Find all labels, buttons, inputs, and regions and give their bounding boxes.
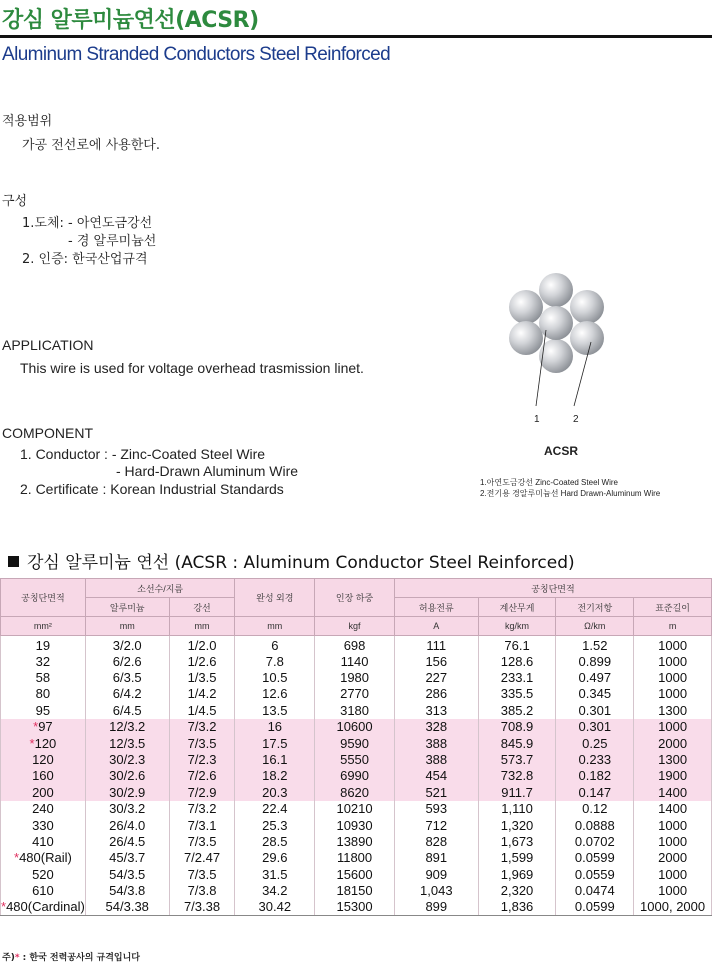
header-outer-diameter: 완성 외경 bbox=[235, 579, 315, 617]
cell-weight: 845.9 bbox=[478, 735, 556, 751]
acsr-cross-section-diagram bbox=[490, 260, 630, 430]
table-row bbox=[1, 833, 712, 849]
cell-weight: 233.1 bbox=[478, 669, 556, 685]
unit-outer-diameter: mm bbox=[235, 617, 315, 636]
cell-resistance: 0.147 bbox=[556, 784, 634, 800]
cell-aluminum: 6/3.5 bbox=[85, 669, 169, 685]
cell-outer-diameter: 10.5 bbox=[235, 669, 315, 685]
cell-aluminum: 6/2.6 bbox=[85, 653, 169, 669]
cell-aluminum: 12/3.5 bbox=[85, 735, 169, 751]
cell-area: 80 bbox=[1, 686, 86, 702]
cell-outer-diameter: 29.6 bbox=[235, 850, 315, 866]
cell-std-length: 1000 bbox=[634, 882, 712, 898]
cell-ampacity: 286 bbox=[394, 686, 478, 702]
cell-weight: 1,673 bbox=[478, 833, 556, 849]
table-row bbox=[1, 669, 712, 685]
cell-tensile: 15600 bbox=[315, 866, 395, 882]
cell-tensile: 3180 bbox=[315, 702, 395, 718]
cell-ampacity: 712 bbox=[394, 817, 478, 833]
cell-weight: 1,110 bbox=[478, 801, 556, 817]
cell-outer-diameter: 16 bbox=[235, 719, 315, 735]
cell-resistance: 0.0474 bbox=[556, 882, 634, 898]
cell-steel: 7/3.2 bbox=[169, 801, 235, 817]
header-nominal-calc: 공칭단면적 bbox=[394, 579, 711, 598]
cell-steel: 7/2.6 bbox=[169, 768, 235, 784]
cell-area: 200 bbox=[1, 784, 86, 800]
config-item-1a: 1.도체: - 아연도금강선 bbox=[22, 216, 153, 231]
cell-tensile: 13890 bbox=[315, 833, 395, 849]
cell-tensile: 5550 bbox=[315, 751, 395, 767]
table-row bbox=[1, 899, 712, 915]
cell-std-length: 1000 bbox=[634, 669, 712, 685]
cell-resistance: 0.25 bbox=[556, 735, 634, 751]
cell-std-length: 1000 bbox=[634, 817, 712, 833]
square-bullet-icon bbox=[8, 556, 19, 567]
cell-weight: 573.7 bbox=[478, 751, 556, 767]
cell-steel: 7/2.47 bbox=[169, 850, 235, 866]
cell-aluminum: 3/2.0 bbox=[85, 636, 169, 654]
cell-resistance: 0.0888 bbox=[556, 817, 634, 833]
cell-ampacity: 891 bbox=[394, 850, 478, 866]
scope-text: 가공 전선로에 사용한다. bbox=[22, 138, 160, 153]
cell-resistance: 0.12 bbox=[556, 801, 634, 817]
diagram-caption-1: 1.아연도금강선 Zinc-Coated Steel Wire bbox=[480, 478, 618, 487]
cell-area: 32 bbox=[1, 653, 86, 669]
cell-area: *120 bbox=[1, 735, 86, 751]
cell-tensile: 698 bbox=[315, 636, 395, 654]
cell-ampacity: 899 bbox=[394, 899, 478, 915]
cell-steel: 1/2.6 bbox=[169, 653, 235, 669]
cell-tensile: 2770 bbox=[315, 686, 395, 702]
table-row bbox=[1, 850, 712, 866]
header-aluminum: 알루미늄 bbox=[85, 598, 169, 617]
header-resistance: 전기저항 bbox=[556, 598, 634, 617]
cell-steel: 7/2.9 bbox=[169, 784, 235, 800]
cell-area: 58 bbox=[1, 669, 86, 685]
cell-aluminum: 30/2.3 bbox=[85, 751, 169, 767]
cell-steel: 7/3.2 bbox=[169, 719, 235, 735]
cell-std-length: 1400 bbox=[634, 801, 712, 817]
cell-weight: 1,599 bbox=[478, 850, 556, 866]
cell-ampacity: 593 bbox=[394, 801, 478, 817]
cell-ampacity: 328 bbox=[394, 719, 478, 735]
scope-heading: 적용범위 bbox=[2, 114, 53, 129]
cell-weight: 732.8 bbox=[478, 768, 556, 784]
table-row bbox=[1, 751, 712, 767]
cell-outer-diameter: 6 bbox=[235, 636, 315, 654]
cell-ampacity: 313 bbox=[394, 702, 478, 718]
cell-aluminum: 26/4.5 bbox=[85, 833, 169, 849]
cell-steel: 7/2.3 bbox=[169, 751, 235, 767]
cell-area: 410 bbox=[1, 833, 86, 849]
cell-resistance: 0.233 bbox=[556, 751, 634, 767]
cell-tensile: 10210 bbox=[315, 801, 395, 817]
cell-weight: 2,320 bbox=[478, 882, 556, 898]
cell-area: 95 bbox=[1, 702, 86, 718]
unit-area: mm² bbox=[1, 617, 86, 636]
table-title: 강심 알루미늄 연선 (ACSR : Aluminum Conductor Steel Reinforced) bbox=[8, 548, 575, 573]
cell-weight: 76.1 bbox=[478, 636, 556, 654]
unit-resistance: Ω/km bbox=[556, 617, 634, 636]
cell-outer-diameter: 17.5 bbox=[235, 735, 315, 751]
title-divider bbox=[0, 35, 712, 38]
cell-weight: 911.7 bbox=[478, 784, 556, 800]
cell-ampacity: 111 bbox=[394, 636, 478, 654]
cell-weight: 1,836 bbox=[478, 899, 556, 915]
cell-outer-diameter: 20.3 bbox=[235, 784, 315, 800]
unit-std-length: m bbox=[634, 617, 712, 636]
cell-steel: 7/3.5 bbox=[169, 833, 235, 849]
cell-tensile: 11800 bbox=[315, 850, 395, 866]
unit-ampacity: A bbox=[394, 617, 478, 636]
cell-aluminum: 6/4.2 bbox=[85, 686, 169, 702]
table-row bbox=[1, 686, 712, 702]
cell-steel: 7/3.1 bbox=[169, 817, 235, 833]
config-item-1b: - 경 알루미늄선 bbox=[68, 234, 157, 249]
cell-ampacity: 521 bbox=[394, 784, 478, 800]
header-steel: 강선 bbox=[169, 598, 235, 617]
cell-ampacity: 227 bbox=[394, 669, 478, 685]
cell-resistance: 1.52 bbox=[556, 636, 634, 654]
table-row bbox=[1, 702, 712, 718]
cell-weight: 708.9 bbox=[478, 719, 556, 735]
cell-ampacity: 909 bbox=[394, 866, 478, 882]
cell-std-length: 1900 bbox=[634, 768, 712, 784]
cell-weight: 335.5 bbox=[478, 686, 556, 702]
cell-outer-diameter: 12.6 bbox=[235, 686, 315, 702]
cell-aluminum: 6/4.5 bbox=[85, 702, 169, 718]
header-strands: 소선수/지름 bbox=[85, 579, 235, 598]
cell-aluminum: 54/3.5 bbox=[85, 866, 169, 882]
application-text: This wire is used for voltage overhead trasmission linet. bbox=[20, 360, 364, 376]
cell-tensile: 10600 bbox=[315, 719, 395, 735]
cell-ampacity: 388 bbox=[394, 751, 478, 767]
table-row bbox=[1, 882, 712, 898]
header-nominal-area: 공칭단면적 bbox=[1, 579, 86, 617]
cell-std-length: 1300 bbox=[634, 751, 712, 767]
cell-resistance: 0.0702 bbox=[556, 833, 634, 849]
table-row bbox=[1, 817, 712, 833]
component-item-1b: - Hard-Drawn Aluminum Wire bbox=[116, 463, 299, 479]
table-row bbox=[1, 636, 712, 654]
cell-outer-diameter: 25.3 bbox=[235, 817, 315, 833]
header-ampacity: 허용전류 bbox=[394, 598, 478, 617]
cell-area: *97 bbox=[1, 719, 86, 735]
cell-area: 330 bbox=[1, 817, 86, 833]
cell-area: *480(Rail) bbox=[1, 850, 86, 866]
cell-outer-diameter: 30.42 bbox=[235, 899, 315, 915]
page-subtitle: Aluminum Stranded Conductors Steel Reinforced bbox=[2, 44, 391, 65]
cell-area: 240 bbox=[1, 801, 86, 817]
unit-aluminum: mm bbox=[85, 617, 169, 636]
cell-steel: 7/3.5 bbox=[169, 735, 235, 751]
cell-resistance: 0.0599 bbox=[556, 899, 634, 915]
cell-resistance: 0.497 bbox=[556, 669, 634, 685]
cell-outer-diameter: 31.5 bbox=[235, 866, 315, 882]
cell-area: 610 bbox=[1, 882, 86, 898]
component-item-1a: 1. Conductor : - Zinc-Coated Steel Wire bbox=[20, 446, 266, 462]
cell-weight: 385.2 bbox=[478, 702, 556, 718]
cell-std-length: 1000, 2000 bbox=[634, 899, 712, 915]
footnote: 주)* : 한국 전력공사의 규격입니다 bbox=[2, 953, 140, 963]
table-row bbox=[1, 784, 712, 800]
header-tensile: 인장 하중 bbox=[315, 579, 395, 617]
cell-weight: 128.6 bbox=[478, 653, 556, 669]
cell-resistance: 0.0559 bbox=[556, 866, 634, 882]
acsr-spec-table bbox=[0, 578, 712, 916]
cell-aluminum: 54/3.8 bbox=[85, 882, 169, 898]
table-row bbox=[1, 768, 712, 784]
diagram-caption-2: 2.전기용 경알루미늄선 Hard Drawn-Aluminum Wire bbox=[480, 489, 661, 498]
cell-aluminum: 30/2.9 bbox=[85, 784, 169, 800]
cell-weight: 1,969 bbox=[478, 866, 556, 882]
cell-resistance: 0.0599 bbox=[556, 850, 634, 866]
cell-outer-diameter: 28.5 bbox=[235, 833, 315, 849]
cell-tensile: 15300 bbox=[315, 899, 395, 915]
diagram-name: ACSR bbox=[544, 444, 579, 458]
cell-area: *480(Cardinal) bbox=[1, 899, 85, 915]
cell-tensile: 10930 bbox=[315, 817, 395, 833]
cell-outer-diameter: 34.2 bbox=[235, 882, 315, 898]
cell-aluminum: 54/3.38 bbox=[85, 899, 169, 915]
cell-std-length: 1300 bbox=[634, 702, 712, 718]
cell-weight: 1,320 bbox=[478, 817, 556, 833]
cell-aluminum: 30/2.6 bbox=[85, 768, 169, 784]
cell-area: 19 bbox=[1, 636, 86, 654]
table-row bbox=[1, 653, 712, 669]
cell-aluminum: 30/3.2 bbox=[85, 801, 169, 817]
table-row bbox=[1, 719, 712, 735]
unit-steel: mm bbox=[169, 617, 235, 636]
cell-std-length: 1000 bbox=[634, 686, 712, 702]
cell-area: 520 bbox=[1, 866, 86, 882]
cell-resistance: 0.345 bbox=[556, 686, 634, 702]
application-heading: APPLICATION bbox=[2, 337, 94, 353]
cell-std-length: 1000 bbox=[634, 866, 712, 882]
cell-resistance: 0.301 bbox=[556, 702, 634, 718]
table-row bbox=[1, 735, 712, 751]
cell-tensile: 6990 bbox=[315, 768, 395, 784]
cell-std-length: 1000 bbox=[634, 719, 712, 735]
cell-steel: 1/4.2 bbox=[169, 686, 235, 702]
unit-weight: kg/km bbox=[478, 617, 556, 636]
cell-ampacity: 1,043 bbox=[394, 882, 478, 898]
cell-resistance: 0.182 bbox=[556, 768, 634, 784]
cell-outer-diameter: 22.4 bbox=[235, 801, 315, 817]
cell-aluminum: 45/3.7 bbox=[85, 850, 169, 866]
cell-area: 120 bbox=[1, 751, 86, 767]
table-row bbox=[1, 866, 712, 882]
cell-tensile: 1980 bbox=[315, 669, 395, 685]
cell-outer-diameter: 16.1 bbox=[235, 751, 315, 767]
cell-area: 160 bbox=[1, 768, 86, 784]
cell-steel: 1/2.0 bbox=[169, 636, 235, 654]
cell-tensile: 18150 bbox=[315, 882, 395, 898]
unit-tensile: kgf bbox=[315, 617, 395, 636]
cell-steel: 7/3.38 bbox=[169, 899, 235, 915]
header-std-length: 표준길이 bbox=[634, 598, 712, 617]
cell-std-length: 2000 bbox=[634, 850, 712, 866]
cell-ampacity: 828 bbox=[394, 833, 478, 849]
page-title: 강심 알루미늄연선(ACSR) bbox=[2, 8, 259, 33]
cell-steel: 7/3.8 bbox=[169, 882, 235, 898]
cell-std-length: 1000 bbox=[634, 636, 712, 654]
cell-std-length: 1000 bbox=[634, 833, 712, 849]
config-item-2: 2. 인증: 한국산업규격 bbox=[22, 252, 148, 267]
cell-steel: 1/3.5 bbox=[169, 669, 235, 685]
component-heading: COMPONENT bbox=[2, 425, 93, 441]
config-heading: 구성 bbox=[2, 194, 28, 209]
diagram-label-1: 1 bbox=[534, 414, 540, 425]
cell-aluminum: 12/3.2 bbox=[85, 719, 169, 735]
diagram-label-2: 2 bbox=[573, 414, 579, 425]
cell-resistance: 0.899 bbox=[556, 653, 634, 669]
cell-std-length: 1400 bbox=[634, 784, 712, 800]
cell-ampacity: 388 bbox=[394, 735, 478, 751]
cell-tensile: 9590 bbox=[315, 735, 395, 751]
cell-tensile: 8620 bbox=[315, 784, 395, 800]
cell-ampacity: 156 bbox=[394, 653, 478, 669]
cell-steel: 1/4.5 bbox=[169, 702, 235, 718]
table-row bbox=[1, 801, 712, 817]
cell-steel: 7/3.5 bbox=[169, 866, 235, 882]
cell-ampacity: 454 bbox=[394, 768, 478, 784]
cell-outer-diameter: 13.5 bbox=[235, 702, 315, 718]
cell-std-length: 1000 bbox=[634, 653, 712, 669]
cell-resistance: 0.301 bbox=[556, 719, 634, 735]
cell-aluminum: 26/4.0 bbox=[85, 817, 169, 833]
header-weight: 계산무게 bbox=[478, 598, 556, 617]
cell-tensile: 1140 bbox=[315, 653, 395, 669]
cell-outer-diameter: 7.8 bbox=[235, 653, 315, 669]
cell-std-length: 2000 bbox=[634, 735, 712, 751]
cell-outer-diameter: 18.2 bbox=[235, 768, 315, 784]
component-item-2: 2. Certificate : Korean Industrial Standards bbox=[20, 481, 284, 497]
